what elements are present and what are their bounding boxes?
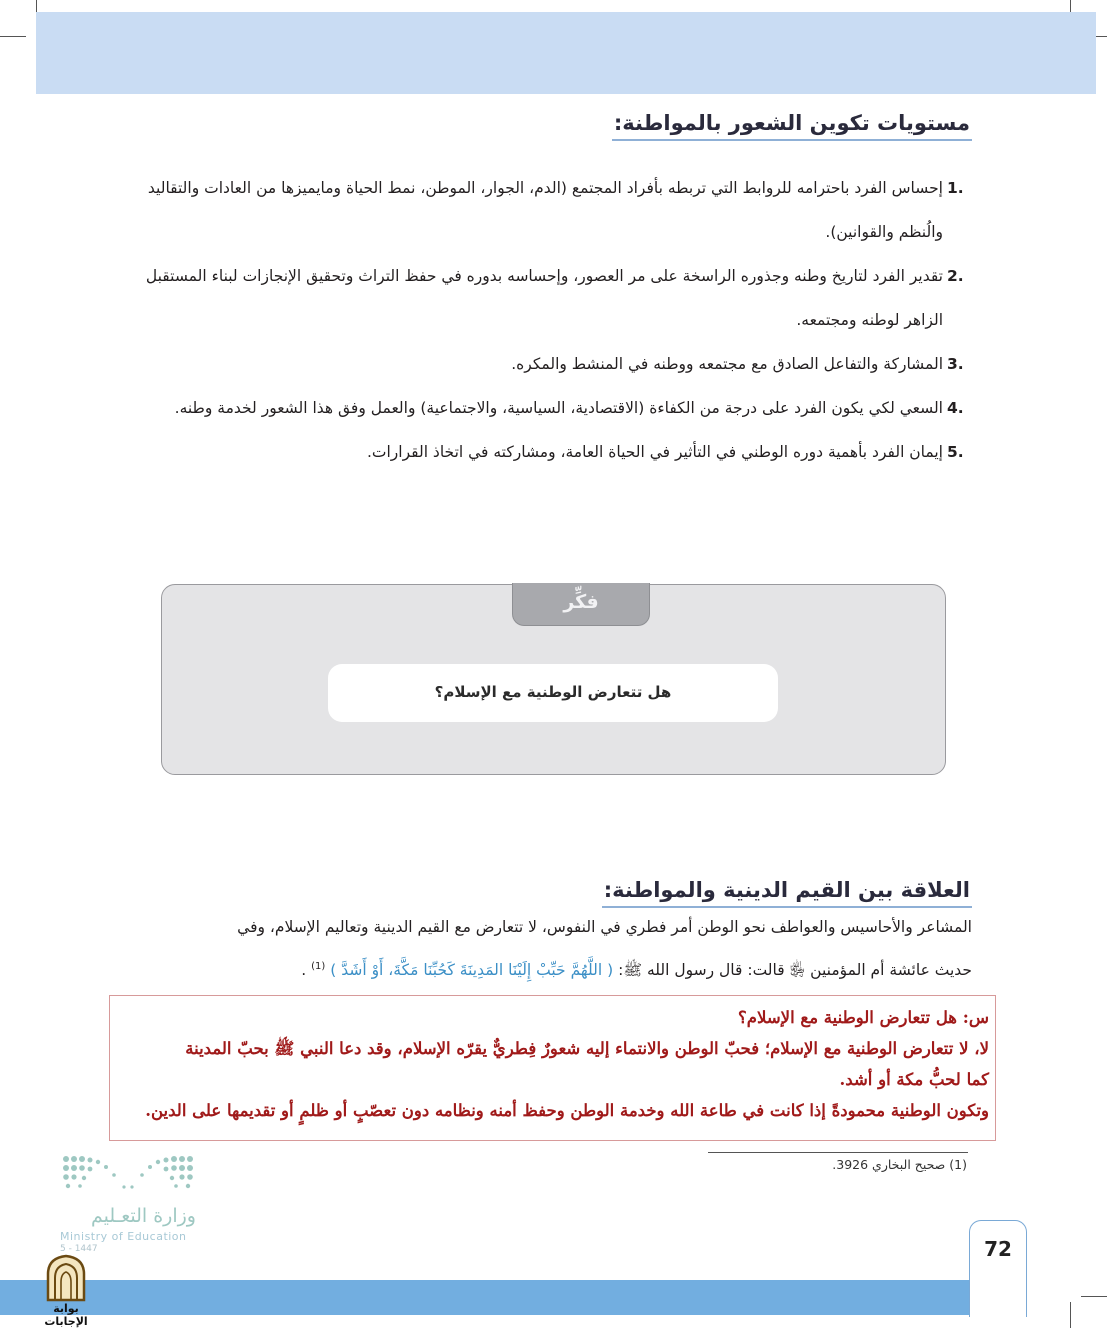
item-text: السعي لكي يكون الفرد على درجة من الكفاءة (الاقتصادية، السياسية، والاجتماعية) والعمل وفق هذا الشعور لخدمة وطنه. bbox=[174, 399, 943, 417]
think-tab: فكِّر bbox=[512, 583, 650, 626]
answer-line: وتكون الوطنية محمودةً إذا كانت في طاعة الله وخدمة الوطن وحفظ أمنه ونظامه دون تعصّبٍ أو ظلمٍ أو تقديمها على الدين. bbox=[145, 1101, 989, 1120]
levels-list bbox=[135, 166, 975, 474]
section-title: مستويات تكوين الشعور بالمواطنة: bbox=[612, 111, 972, 141]
section-title: العلاقة بين القيم الدينية والمواطنة: bbox=[602, 878, 972, 908]
item-text: إحساس الفرد باحترامه للروابط التي تربطه بأفراد المجتمع (الدم، الجوار، الموطن، نمط الحياة ومايميزها من العادات والتقاليد والُنظم والقوانين). bbox=[147, 179, 943, 241]
ministry-dots-icon bbox=[60, 1153, 196, 1195]
answer-line: لا، لا تتعارض الوطنية مع الإسلام؛ فحبّ الوطن والانتماء إليه شعورٌ فِطريٌّ يقرّه الإسلام، وقد دعا النبي ﷺ بحبّ المدينة bbox=[185, 1039, 989, 1058]
ministry-name-arabic: وزارة التعـليم bbox=[90, 1205, 196, 1227]
list-item bbox=[135, 166, 975, 254]
watermark-logo bbox=[31, 1254, 101, 1328]
footnote-divider bbox=[708, 1152, 968, 1153]
footnote: (1) صحيح البخاري 3926. bbox=[832, 1157, 967, 1172]
list-item bbox=[135, 342, 975, 386]
think-box bbox=[161, 584, 946, 775]
footer-band bbox=[0, 1280, 975, 1315]
watermark-caption: بوابة الإجابات bbox=[44, 1302, 88, 1328]
crop-mark bbox=[1081, 1296, 1107, 1297]
list-item bbox=[135, 386, 975, 430]
answer-box bbox=[109, 995, 996, 1141]
answer-line: كما لحبُّ مكة أو أشد. bbox=[839, 1070, 989, 1089]
ministry-year: 5 - 1447 bbox=[60, 1244, 98, 1254]
item-number: 3. bbox=[947, 355, 964, 373]
item-text: المشاركة والتفاعل الصادق مع مجتمعه ووطنه في المنشط والمكره. bbox=[511, 355, 943, 373]
paragraph-end: . bbox=[301, 961, 307, 980]
gate-icon bbox=[44, 1254, 88, 1302]
ministry-name-english: Ministry of Education bbox=[60, 1230, 187, 1243]
crop-mark bbox=[1070, 1302, 1071, 1328]
answer-line: س: هل تتعارض الوطنية مع الإسلام؟ bbox=[738, 1008, 989, 1027]
item-number: 4. bbox=[947, 399, 964, 417]
crop-mark bbox=[0, 36, 26, 37]
item-number: 5. bbox=[947, 443, 964, 461]
item-number: 2. bbox=[947, 267, 964, 285]
section-paragraph bbox=[132, 907, 972, 990]
item-text: تقدير الفرد لتاريخ وطنه وجذوره الراسخة على مر العصور، وإحساسه بدوره في حفظ التراث وتحقيق الإنجازات لبناء المستقبل الزاهر لوطنه ومجتمعه. bbox=[145, 267, 943, 329]
page-number: 72 bbox=[969, 1220, 1027, 1317]
item-number: 1. bbox=[947, 179, 964, 197]
ministry-logo bbox=[60, 1153, 200, 1254]
paragraph-line: المشاعر والأحاسيس والعواطف نحو الوطن أمر فطري في النفوس، لا تتعارض مع القيم الدينية وتعاليم الإسلام، وفي bbox=[237, 918, 972, 936]
header-band bbox=[36, 12, 1096, 94]
hadith-quote: ( اللَّهُمَّ حَبِّبْ إِلَيْنَا المَدِينَةَ كَحُبِّنَا مَكَّةَ، أَوْ أَشَدَّ ) bbox=[330, 961, 614, 980]
paragraph-line: حديث عائشة أم المؤمنين ﵂ قالت: قال رسول الله ﷺ: bbox=[618, 961, 972, 980]
think-question: هل تتعارض الوطنية مع الإسلام؟ bbox=[328, 664, 778, 722]
footnote-ref: (1) bbox=[311, 961, 326, 972]
list-item bbox=[135, 430, 975, 474]
item-text: إيمان الفرد بأهمية دوره الوطني في التأثير في الحياة العامة، ومشاركته في اتخاذ القرارات. bbox=[366, 443, 943, 461]
list-item bbox=[135, 254, 975, 342]
